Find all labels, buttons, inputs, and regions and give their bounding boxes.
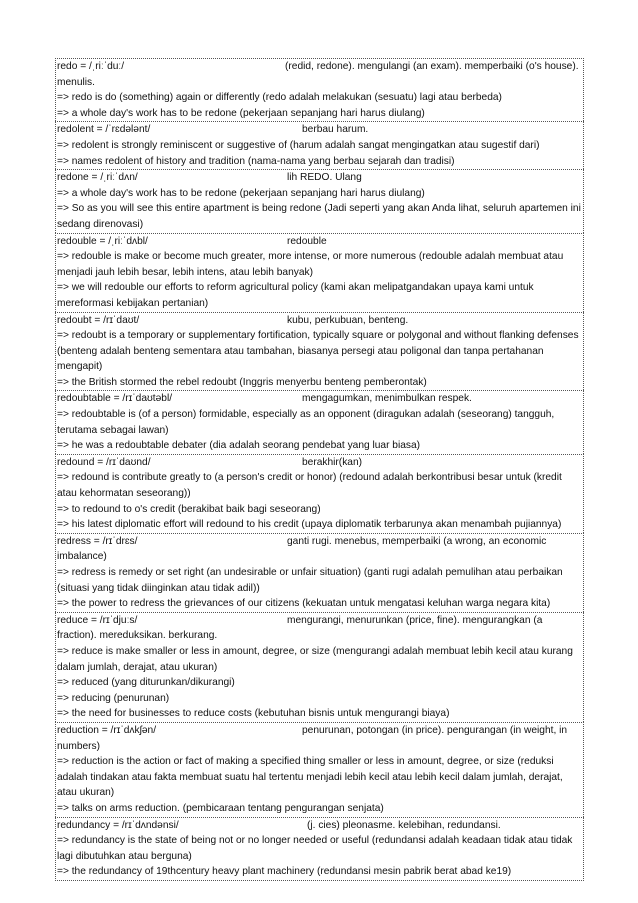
entry-headword: redolent = /ˈrɛdələnt/ (57, 124, 151, 136)
entry-example-line: => his latest diplomatic effort will redound to his credit (upaya diplomatik terbarunya akan menambah pujiannya) (57, 519, 562, 531)
entry-example-line: => reduction is the action or fact of making a specified thing smaller or less in amount, degree, or size (reduksi adalah tindakan atau fakta membuat suatu hal tertentu menjadi lebih kecil atau lebih kecil dalam jumlah, derajat, atau ukuran) (57, 756, 563, 799)
entry-headline (57, 234, 582, 250)
dictionary-entry (55, 612, 584, 722)
entry-example-line: => names redolent of history and tradition (nama-nama yang berbau sejarah dan tradisi) (57, 155, 455, 167)
entry-example-line: => the redundancy of 19thcentury heavy plant machinery (redundansi mesin pabrik berat abad ke19) (57, 866, 512, 878)
entry-example-line: => redouble is make or become much greater, more intense, or more numerous (redouble adalah membuat atau menjadi jauh lebih besar, lebih intens, atau lebih banyak) (57, 251, 564, 278)
entry-definition: (j. cies) pleonasme. kelebihan, redundansi. (307, 819, 501, 831)
entry-definition: berbau harum. (302, 124, 369, 136)
entry-headword: redone = /ˌriːˈdʌn/ (57, 172, 138, 184)
entry-definition: berakhir(kan) (302, 456, 363, 468)
entry-headline (57, 455, 582, 471)
dictionary-entry (55, 58, 584, 121)
entry-example-line: => redress is remedy or set right (an undesirable or unfair situation) (ganti rugi adalah pemulihan atau perbaikan (situasi yang tidak diinginkan atau tidak adil)) (57, 567, 563, 594)
entry-headline (57, 723, 582, 754)
entry-example-line: => a whole day's work has to be redone (pekerjaan sepanjang hari harus diulang) (57, 187, 425, 199)
entry-example-line: => the need for businesses to reduce costs (kebutuhan bisnis untuk mengurangi biaya) (57, 708, 450, 720)
entry-example-line: => redoubtable is (of a person) formidable, especially as an opponent (diragukan adalah (seseorang) tangguh, terutama sebagai lawan) (57, 409, 555, 436)
dictionary-entry (55, 454, 584, 533)
entry-example-line: => redo is do (something) again or differently (redo adalah melakukan (sesuatu) lagi atau berbeda) (57, 92, 502, 104)
entry-headword: redundancy = /rɪˈdʌndənsi/ (57, 819, 179, 831)
entry-definition: mengagumkan, menimbulkan respek. (302, 393, 472, 405)
entry-headline (57, 170, 582, 186)
dictionary-entry (55, 390, 584, 453)
entry-headword: reduction = /rɪˈdʌkʃən/ (57, 724, 157, 736)
entry-headword: redoubt = /rɪˈdaʊt/ (57, 314, 140, 326)
entry-example-line: => reducing (penurunan) (57, 692, 170, 704)
dictionary-entry (55, 312, 584, 391)
entry-headline (57, 313, 582, 329)
dictionary-entry (55, 817, 584, 881)
dictionary-entry (55, 533, 584, 612)
entry-headword: redound = /rɪˈdaʊnd/ (57, 456, 151, 468)
entry-example-line: => talks on arms reduction. (pembicaraan tentang pengurangan senjata) (57, 802, 384, 814)
dictionary-entry (55, 169, 584, 232)
entry-definition: mengurangi, menurunkan (price, fine). mengurangkan (a fraction). mereduksikan. berkurang. (57, 614, 543, 642)
entry-example-line: => reduced (yang diturunkan/dikurangi) (57, 677, 235, 689)
entry-example-line: => redundancy is the state of being not or no longer needed or useful (redundansi adalah keadaan tidak atau tidak lagi dibutuhkan atau berguna) (57, 835, 573, 862)
entry-definition: redouble (287, 235, 327, 247)
entry-example-line: => a whole day's work has to be redone (pekerjaan sepanjang hari harus diulang) (57, 107, 425, 119)
entry-example-line: => to redound to o's credit (berakibat baik bagi seseorang) (57, 503, 321, 515)
entry-headline (57, 613, 582, 644)
dictionary-entry (55, 121, 584, 169)
entry-headword: redoubtable = /rɪˈdaʊtəbl/ (57, 393, 173, 405)
entry-definition: kubu, perkubuan, benteng. (287, 314, 409, 326)
entry-example-line: => reduce is make smaller or less in amount, degree, or size (mengurangi adalah membuat lebih kecil atau kurang dalam jumlah, derajat, atau ukuran) (57, 645, 573, 673)
entry-headword: redouble = /ˌriːˈdʌbl/ (57, 235, 148, 247)
entry-headword: reduce = /rɪˈdjuːs/ (57, 614, 138, 626)
entry-example-line: => redound is contribute greatly to (a person's credit or honor) (redound adalah berkontribusi besar untuk (kredit atau kehormatan seseorang)) (57, 472, 562, 500)
entry-headline (57, 534, 582, 565)
entry-headline (57, 818, 582, 834)
entry-example-line: => the power to redress the grievances of our citizens (kekuatan untuk mengatasi keluhan warga negara kita) (57, 598, 551, 610)
entry-definition: lih REDO. Ulang (287, 172, 362, 184)
entry-example-line: => redoubt is a temporary or supplementary fortification, typically square or polygonal and without flanking defenses (benteng adalah benteng sementara atau tambahan, biasanya persegi atau poligonal dan tanpa pertahanan mengapit) (57, 330, 579, 373)
dictionary-entry (55, 233, 584, 312)
entry-definition: penurunan, potongan (in price). pengurangan (in weight, in numbers) (57, 724, 568, 752)
entry-example-line: => So as you will see this entire apartment is being redone (Jadi seperti yang akan Anda lihat, seluruh apartemen ini sedang direnovasi) (57, 203, 581, 230)
entry-headline (57, 391, 582, 407)
entry-definition: ganti rugi. menebus, memperbaiki (a wrong, an economic imbalance) (57, 535, 547, 563)
entry-headline (57, 59, 582, 90)
entry-headline (57, 122, 582, 138)
dictionary-sheet (55, 58, 584, 881)
entry-headword: redo = /ˌriːˈduː/ (57, 61, 125, 72)
dictionary-entry (55, 722, 584, 817)
entry-definition: (redid, redone). mengulangi (an exam). memperbaiki (o's house). menulis. (57, 61, 579, 88)
entry-example-line: => he was a redoubtable debater (dia adalah seorang pendebat yang luar biasa) (57, 440, 421, 452)
entry-example-line: => we will redouble our efforts to reform agricultural policy (kami akan melipatgandakan upaya kami untuk mereformasi kebijakan pertanian) (57, 282, 534, 309)
entry-example-line: => the British stormed the rebel redoubt (Inggris menyerbu benteng pemberontak) (57, 376, 427, 388)
entry-example-line: => redolent is strongly reminiscent or suggestive of (harum adalah sangat mengingatkan atau sugestif dari) (57, 139, 540, 151)
entry-headword: redress = /rɪˈdrɛs/ (57, 535, 138, 547)
